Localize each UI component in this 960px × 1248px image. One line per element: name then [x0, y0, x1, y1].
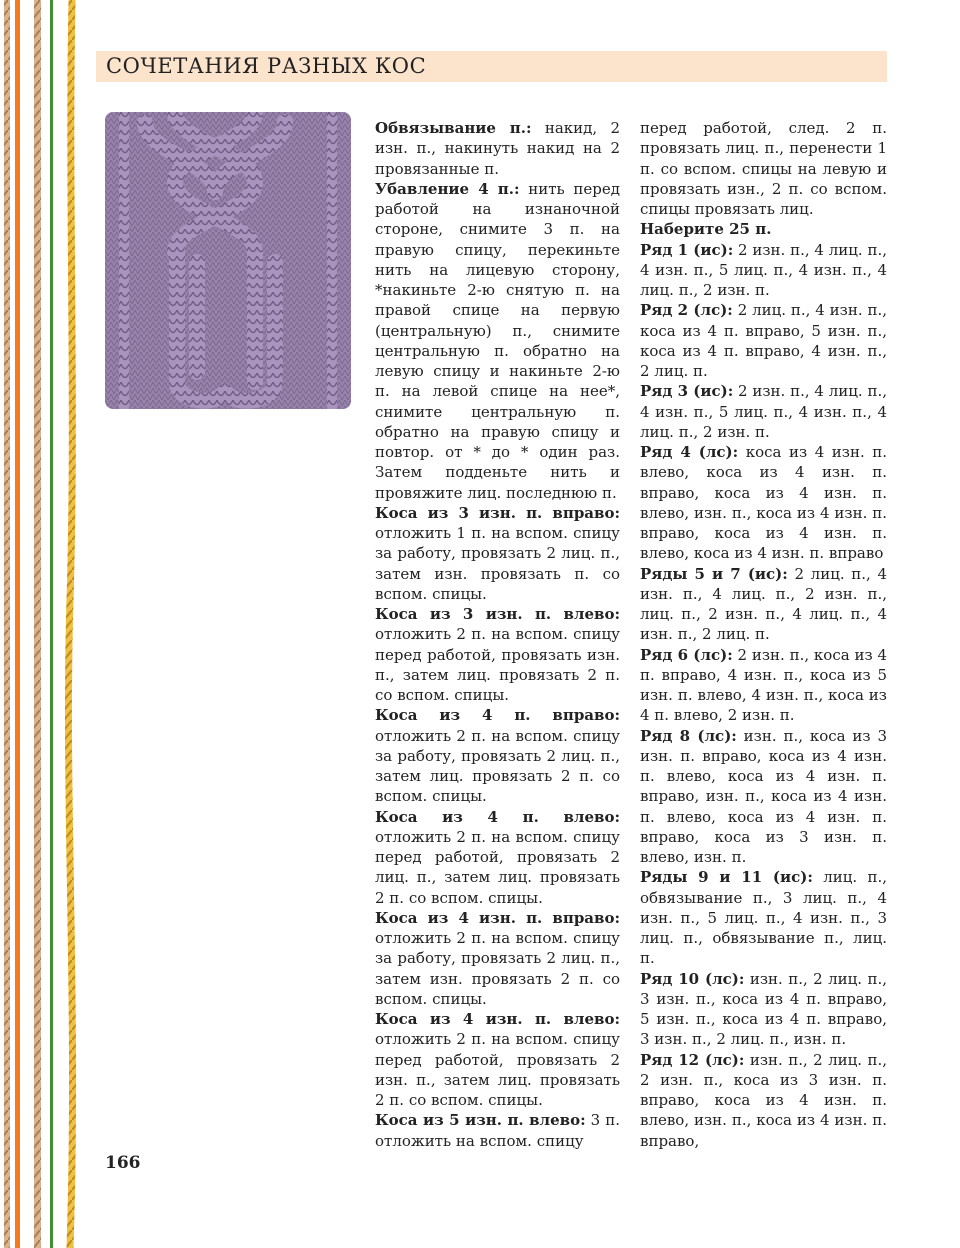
- row-text: коса из 4 изн. п. влево, коса из 4 изн. п. вправо, коса из 4 изн. п. влево, изн. п., коса из 4 изн. п. вправо, коса из 4 изн. п. влево, коса из 4 изн. п. вправо: [640, 443, 887, 563]
- term: Коса из 4 изн. п. вправо:: [375, 908, 620, 927]
- definition: накид, 2 изн. п., накинуть накид на 2 провязанные п.: [375, 119, 621, 178]
- row-text: 2 изн. п., 4 лиц. п., 4 изн. п., 5 лиц. п., 4 изн. п., 4 лиц. п., 2 изн. п.: [640, 382, 887, 441]
- row-label: Ряд 6 (лс):: [640, 645, 733, 664]
- paragraph: [375, 705, 620, 806]
- paragraph: [375, 908, 620, 1009]
- definition: отложить 1 п. на вспом. спицу за работу, провязать 2 лиц. п., затем изн. провязать п. со вспом. спицы.: [375, 524, 620, 603]
- paragraph: [375, 503, 620, 604]
- section-header: [96, 51, 887, 82]
- row-label: Ряд 8 (лс):: [640, 726, 737, 745]
- row-instruction: [640, 1050, 887, 1151]
- term: Коса из 4 п. влево:: [375, 807, 620, 826]
- definition: нить перед работой на изнаночной стороне, снимите 3 п. на правую спицу, перекиньте нить на лицевую сторону, *накиньте 2-ю снятую п. на правой спице на первую (центральную) п., снимите центральную п. обратно на левую спицу и накиньте 2-ю п. на левой спице на нее*, снимите центральную п. обратно на правую спицу и повтор. от * до * один раз. Затем подденьте нить и провяжите лиц. последнюю п.: [375, 179, 620, 502]
- row-instruction: [640, 381, 887, 442]
- cast-on-instruction: Наберите 25 п.: [640, 220, 772, 239]
- row-instruction: [640, 564, 887, 645]
- row-label: Ряд 1 (ис):: [640, 240, 734, 259]
- paragraph: [375, 1110, 620, 1151]
- term: Обвязывание п.:: [375, 119, 532, 137]
- row-label: Ряд 2 (лс):: [640, 301, 733, 320]
- row-instruction: [640, 442, 887, 564]
- tan-cord-2: [34, 0, 41, 1248]
- paragraph: [375, 118, 620, 179]
- term: Коса из 3 изн. п. влево:: [375, 605, 620, 623]
- definition: отложить 2 п. на вспом. спицу перед работой, провязать 2 изн. п., затем лиц. провязать 2 п. со вспом. спицы.: [375, 1030, 620, 1109]
- definition: отложить 2 п. на вспом. спицу за работу, провязать 2 лиц. п., затем лиц. провязать 2 п. со вспом. спицы.: [375, 726, 620, 806]
- yarn-cords-decoration: [0, 0, 90, 1248]
- green-cord: [50, 0, 53, 1248]
- term: Убавление 4 п.:: [375, 179, 520, 198]
- swatch-illustration: [105, 112, 351, 409]
- paragraph: [640, 219, 887, 239]
- definition: перед работой, след. 2 п. провязать лиц. п., перенести 1 п. со вспом. спицы на левую и провязать изн., 2 п. со вспом. спицы провязать лиц.: [640, 119, 887, 218]
- row-instruction: [640, 645, 887, 726]
- definition: отложить 2 п. на вспом. спицу за работу, провязать 2 лиц. п., затем изн. провязать 2 п. со вспом. спицы.: [375, 929, 620, 1008]
- row-label: Ряд 4 (лс):: [640, 443, 739, 461]
- row-text: лиц. п., обвязывание п., 3 лиц. п., 4 изн. п., 5 лиц. п., 4 изн. п., 3 лиц. п., обвязывание п., лиц. п.: [640, 868, 887, 968]
- row-label: Ряд 3 (ис):: [640, 382, 734, 401]
- row-label: Ряды 9 и 11 (ис):: [640, 868, 813, 887]
- knitting-swatch-photo: [105, 112, 351, 409]
- text-column-1: [375, 118, 620, 1151]
- row-text: изн. п., 2 лиц. п., 2 изн. п., коса из 3 изн. п. вправо, коса из 4 изн. п. влево, изн. п., коса из 4 изн. п. вправо,: [640, 1050, 887, 1150]
- definition: отложить 2 п. на вспом. спицу перед работой, провязать 2 лиц. п., затем лиц. провязать 2 п. со вспом. спицы.: [375, 827, 620, 907]
- row-text: 2 изн. п., коса из 4 п. вправо, 4 изн. п., коса из 5 изн. п. влево, 4 изн. п., коса из 4 п. влево, 2 изн. п.: [640, 645, 887, 725]
- paragraph: [375, 604, 620, 705]
- paragraph: [375, 807, 620, 908]
- row-instruction: [640, 969, 887, 1050]
- definition: отложить 2 п. на вспом. спицу перед работой, провязать изн. п., затем лиц. провязать 2 п. со вспом. спицы.: [375, 625, 620, 704]
- yellow-cord: [68, 0, 72, 1248]
- tan-cord: [4, 0, 10, 1248]
- section-title: СОЧЕТАНИЯ РАЗНЫХ КОС: [106, 54, 427, 78]
- row-text: 2 лиц. п., 4 изн. п., коса из 4 п. вправо, 5 изн. п., коса из 4 п. вправо, 4 изн. п., 2 лиц. п.: [640, 301, 887, 380]
- paragraph: [375, 179, 620, 503]
- paragraph: [640, 118, 887, 219]
- row-instruction: [640, 867, 887, 968]
- term: Коса из 4 изн. п. влево:: [375, 1010, 620, 1028]
- text-column-2: [640, 118, 887, 1151]
- row-label: Ряд 10 (лс):: [640, 969, 745, 988]
- row-text: изн. п., коса из 3 изн. п. вправо, коса из 4 изн. п. влево, коса из 4 изн. п. вправо, изн. п., коса из 4 изн. п. влево, коса из 4 изн. п. вправо, коса из 3 изн. п. влево, изн. п.: [640, 726, 887, 866]
- row-text: изн. п., 2 лиц. п., 3 изн. п., коса из 4 п. вправо, 5 изн. п., коса из 4 п. вправо, 3 изн. п., 2 лиц. п., изн. п.: [640, 969, 887, 1049]
- row-text: 2 лиц. п., 4 изн. п., 4 лиц. п., 2 изн. п., лиц. п., 2 изн. п., 4 лиц. п., 4 изн. п., 2 лиц. п.: [640, 564, 887, 644]
- definition: 3 п. отложить на вспом. спицу: [375, 1111, 620, 1150]
- orange-cord: [15, 0, 20, 1248]
- term: Коса из 5 изн. п. влево:: [375, 1111, 586, 1130]
- row-instruction: [640, 726, 887, 868]
- row-label: Ряды 5 и 7 (ис):: [640, 564, 788, 583]
- row-label: Ряд 12 (лс):: [640, 1050, 745, 1069]
- row-instruction: [640, 300, 887, 381]
- term: Коса из 3 изн. п. вправо:: [375, 503, 620, 522]
- row-instruction: [640, 240, 887, 301]
- page-number: 166: [105, 1153, 141, 1173]
- row-text: 2 изн. п., 4 лиц. п., 4 изн. п., 5 лиц. п., 4 изн. п., 4 лиц. п., 2 изн. п.: [640, 240, 887, 299]
- paragraph: [375, 1009, 620, 1110]
- term: Коса из 4 п. вправо:: [375, 706, 620, 725]
